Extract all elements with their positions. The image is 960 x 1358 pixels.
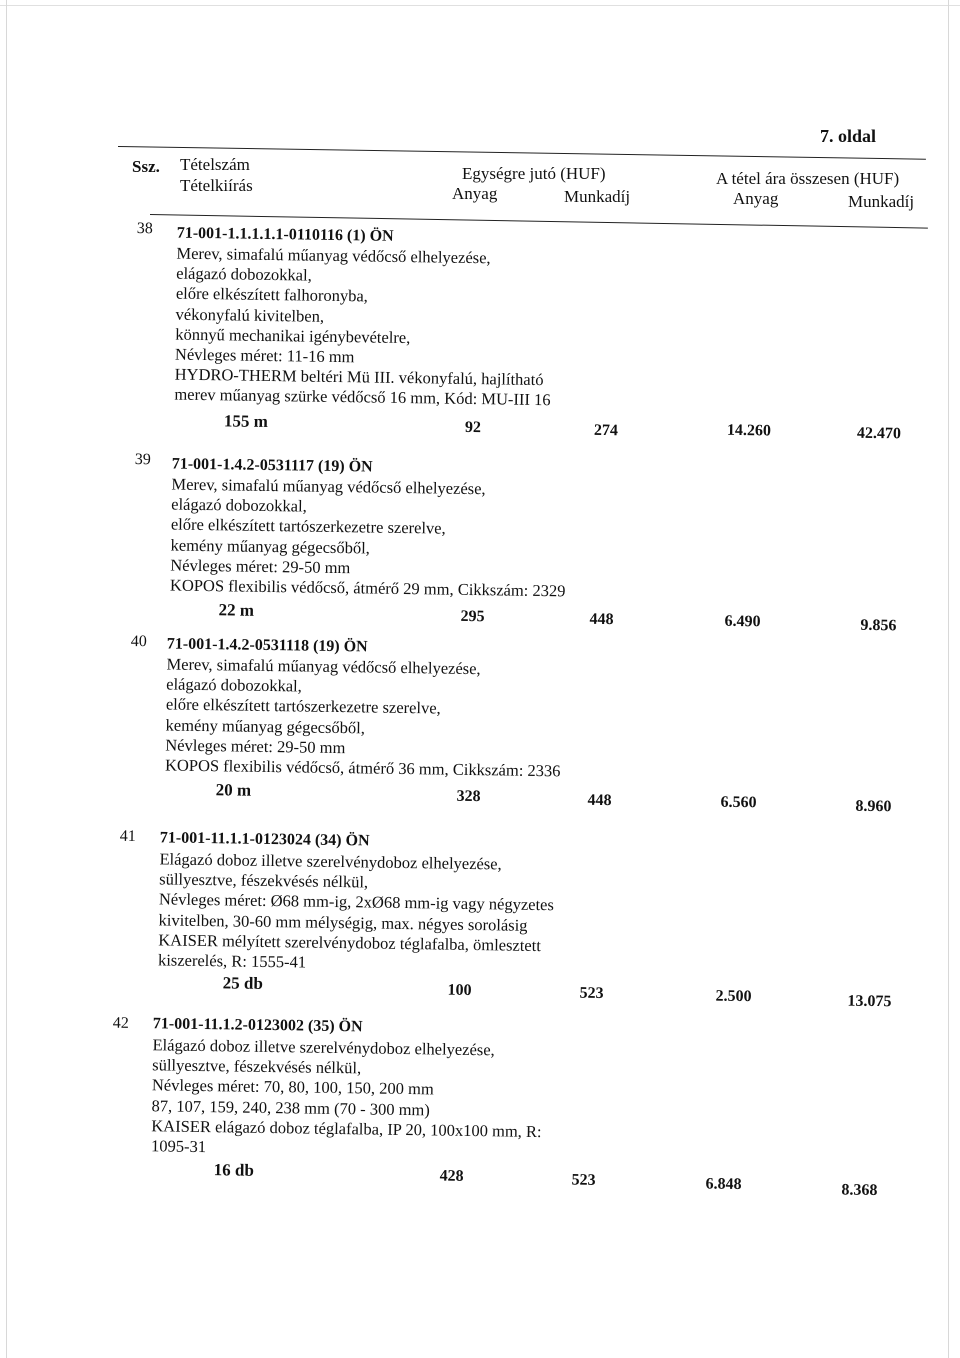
item-quantity: 20 m <box>215 780 252 800</box>
item-number: 42 <box>112 1014 129 1032</box>
unit-munkadij: 523 <box>579 984 604 1002</box>
description-line: KOPOS flexibilis védőcső, átmérő 29 mm, Cikkszám: 2329 <box>169 575 566 601</box>
total-anyag: 14.260 <box>726 421 772 440</box>
item-description <box>158 849 555 976</box>
description-line: merev műanyag szürke védőcső 16 mm, Kód: MU-III 16 <box>174 385 551 410</box>
description-line: elágazó dobozokkal, <box>171 494 307 516</box>
item-description <box>174 244 553 411</box>
line-item <box>0 826 960 1011</box>
total-anyag: 6.490 <box>724 612 761 631</box>
item-quantity: 25 db <box>222 973 264 993</box>
page-number: 7. oldal <box>820 126 877 146</box>
header-egysegre: Egységre jutó (HUF) <box>462 164 606 183</box>
unit-anyag: 295 <box>460 607 485 626</box>
description-line: kivitelben, 30-60 mm mélységig, max. négyes sorolásig <box>158 909 528 935</box>
description-line: Merev, simafalú műanyag védőcső elhelyezése, <box>176 243 491 268</box>
unit-munkadij: 523 <box>571 1171 596 1189</box>
description-line: Merev, simafalú műanyag védőcső elhelyezése, <box>171 474 486 499</box>
total-munkadij: 13.075 <box>847 992 892 1011</box>
description-line: Névleges méret: 29-50 mm <box>170 555 351 578</box>
item-number: 41 <box>119 827 136 846</box>
item-quantity: 155 m <box>223 411 269 431</box>
description-line: előre elkészített falhoronyba, <box>175 284 368 306</box>
header-tetelszam: Tételszám <box>180 155 250 174</box>
description-line: előre elkészített tartószerkezetre szerelve, <box>165 694 441 718</box>
total-munkadij: 42.470 <box>856 424 902 443</box>
description-line: elágazó dobozokkal, <box>176 263 312 285</box>
item-number: 40 <box>130 632 147 651</box>
description-line: előre elkészített tartószerkezetre szerelve, <box>170 514 446 539</box>
description-line: Elágazó doboz illetve szerelvénydoboz elhelyezése, <box>152 1035 495 1060</box>
unit-anyag: 428 <box>439 1167 464 1185</box>
description-line: KOPOS flexibilis védőcső, átmérő 36 mm, Cikkszám: 2336 <box>164 755 561 781</box>
header-anyag-total: Anyag <box>733 189 779 208</box>
unit-munkadij: 448 <box>587 791 612 810</box>
total-munkadij: 9.856 <box>860 616 897 635</box>
item-code: 71-001-1.4.2-0531118 (19) ÖN <box>166 635 368 656</box>
description-line: kemény műanyag gégecsőből, <box>170 535 371 558</box>
item-code: 71-001-1.4.2-0531117 (19) ÖN <box>171 455 373 476</box>
item-description <box>151 1035 543 1162</box>
item-code: 71-001-11.1.1-0123024 (34) ÖN <box>159 829 370 850</box>
description-line: Névleges méret: 11-16 mm <box>174 344 355 367</box>
description-line: 87, 107, 159, 240, 238 mm (70 - 300 mm) <box>151 1095 430 1119</box>
description-line: HYDRO-THERM beltéri Mü III. vékonyfalú, hajlítható <box>174 364 544 390</box>
description-line: Névleges méret: Ø68 mm-ig, 2xØ68 mm-ig vagy négyzetes <box>158 889 555 915</box>
item-number: 38 <box>136 220 153 238</box>
description-line: könnyű mechanikai igénybevételre, <box>175 324 411 347</box>
line-item <box>0 449 960 635</box>
description-line: Merev, simafalú műanyag védőcső elhelyezése, <box>166 654 481 679</box>
description-line: 1095-31 <box>150 1136 207 1157</box>
unit-anyag: 92 <box>464 418 482 437</box>
description-line: süllyesztve, fészekvésés nélkül, <box>152 1055 362 1078</box>
total-anyag: 2.500 <box>715 987 752 1006</box>
description-line: elágazó dobozokkal, <box>166 674 302 696</box>
line-item <box>0 631 960 816</box>
header-munkadij-total: Munkadíj <box>848 192 915 211</box>
unit-anyag: 328 <box>456 787 481 806</box>
line-item <box>0 218 960 443</box>
item-code: 71-001-1.1.1.1.1-0110116 (1) ÖN <box>176 224 394 245</box>
header-munkadij-unit: Munkadíj <box>564 187 631 206</box>
unit-munkadij: 448 <box>589 610 614 629</box>
header-anyag-unit: Anyag <box>452 184 498 203</box>
item-description <box>170 475 567 602</box>
description-line: KAISER elágazó doboz téglafalba, IP 20, 100x100 mm, R: <box>151 1116 542 1141</box>
total-munkadij: 8.960 <box>855 797 892 816</box>
line-item <box>0 1013 960 1200</box>
total-anyag: 6.560 <box>720 793 757 812</box>
top-border <box>0 5 960 6</box>
description-line: süllyesztve, fészekvésés nélkül, <box>159 869 369 892</box>
unit-munkadij: 274 <box>593 421 619 440</box>
item-code: 71-001-11.1.2-0123002 (35) ÖN <box>152 1015 363 1036</box>
item-description <box>165 654 562 781</box>
header-osszesen: A tétel ára összesen (HUF) <box>716 169 900 188</box>
left-edge <box>6 0 7 1358</box>
item-quantity: 22 m <box>218 600 255 620</box>
item-number: 39 <box>134 451 151 469</box>
total-anyag: 6.848 <box>705 1175 742 1194</box>
total-munkadij: 8.368 <box>841 1181 878 1200</box>
header-ssz: Ssz. <box>132 157 160 176</box>
description-line: Elágazó doboz illetve szerelvénydoboz elhelyezése, <box>159 849 502 874</box>
description-line: Névleges méret: 29-50 mm <box>165 735 346 757</box>
item-quantity: 16 db <box>213 1160 255 1180</box>
description-line: kemény műanyag gégecsőből, <box>165 715 366 738</box>
description-line: Névleges méret: 70, 80, 100, 150, 200 mm <box>151 1075 434 1099</box>
description-line: kiszerelés, R: 1555-41 <box>157 950 307 972</box>
unit-anyag: 100 <box>447 981 472 1000</box>
header-tetelkiiras: Tételkiírás <box>180 176 253 195</box>
right-edge <box>948 0 949 1358</box>
description-line: vékonyfalú kivitelben, <box>175 304 325 326</box>
description-line: KAISER mélyített szerelvénydoboz téglafalba, ömlesztett <box>158 930 542 955</box>
